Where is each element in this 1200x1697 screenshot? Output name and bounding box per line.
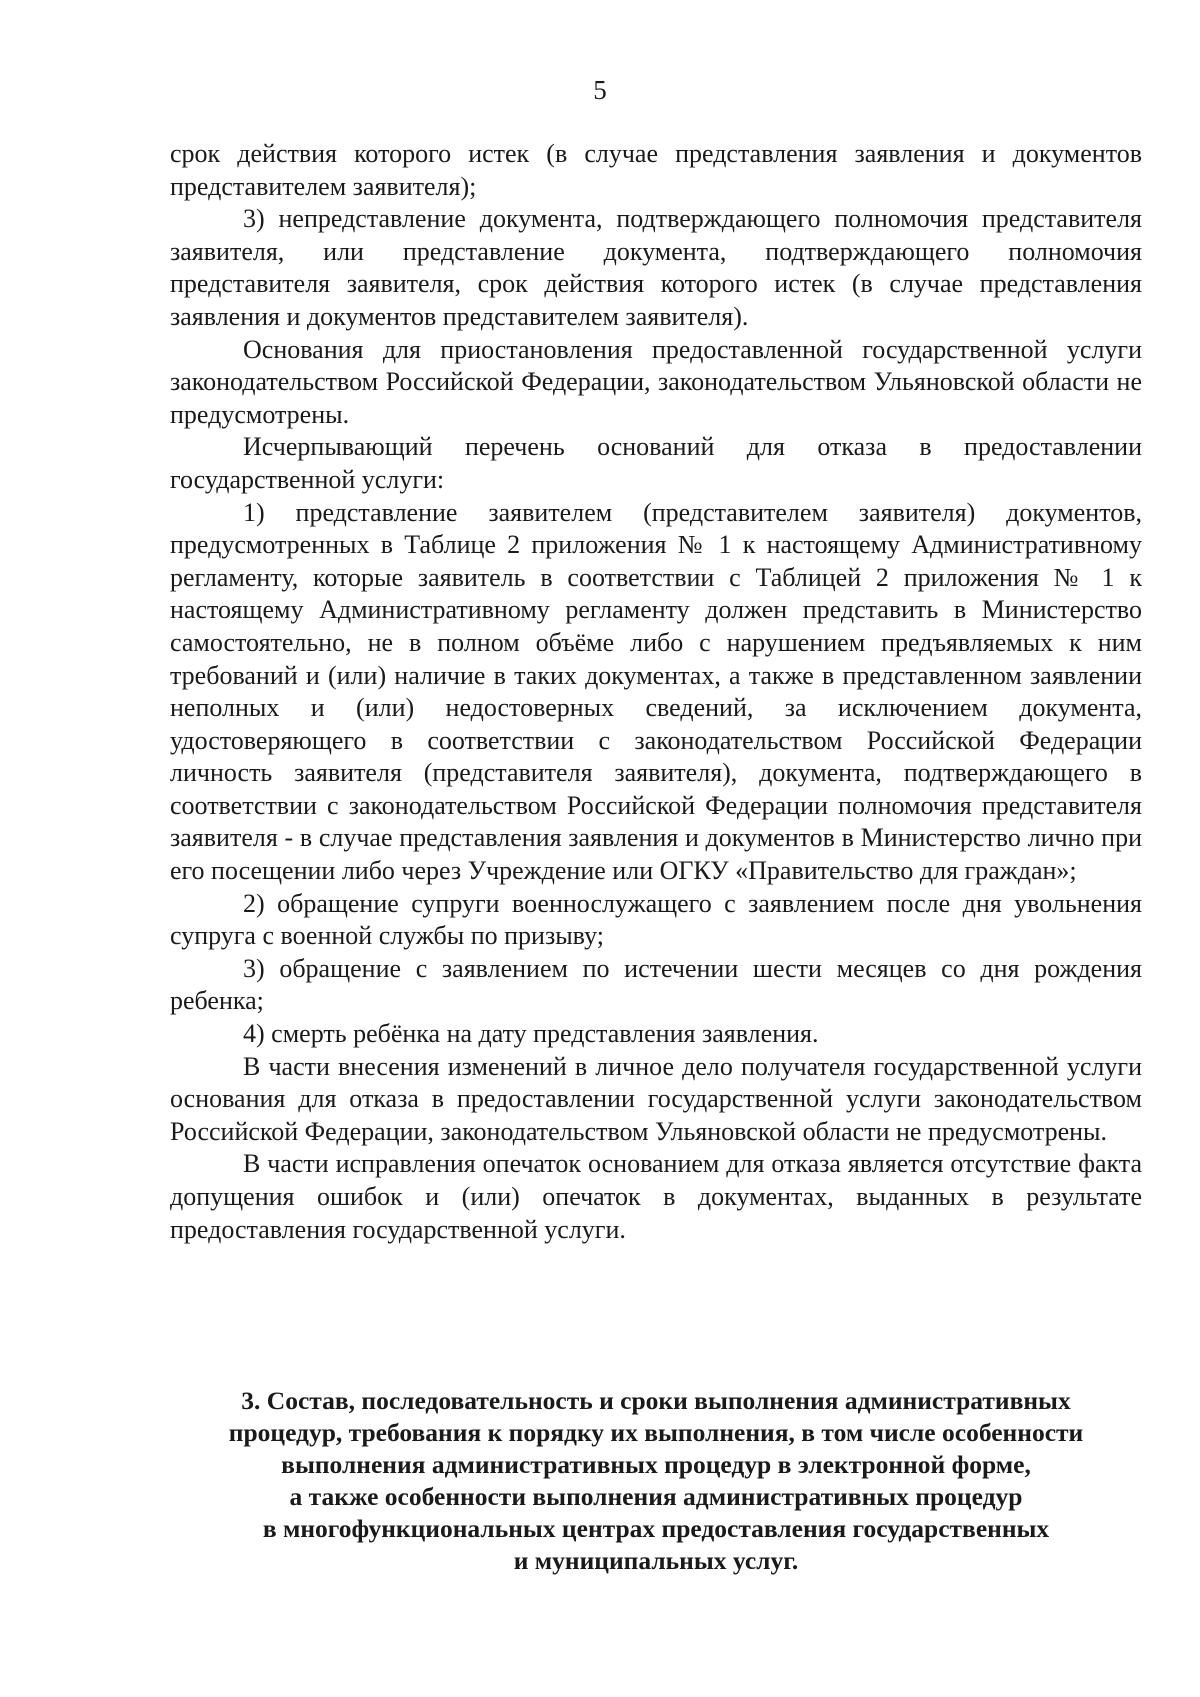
section-heading-line: процедур, требования к порядку их выполнения, в том числе особенности — [228, 1418, 1084, 1447]
list-item-3-representative: 3) непредставление документа, подтверждающего полномочия представителя заявителя, или представление документа, подтверждающего полномочия представителя заявителя, срок действия которого истек (в случае представления заявления и документов представителем заявителя). — [170, 204, 1142, 331]
list-item-1-documents: 1) представление заявителем (представителем заявителя) документов, предусмотренных в Таблице 2 приложения № 1 к настоящему Административному регламенту, которые заявитель в соответствии с Таблицей 2 приложения № 1 к настоящему Административному регламенту должен представить в Министерство самостоятельно, не в полном объёме либо с нарушением предъявляемых к ним требований и (или) наличие в таких документах, а также в представленном заявлении неполных и (или) недостоверных сведений, за исключением документа, удостоверяющего в соответствии с законодательством Российской Федерации личность заявителя (представителя заявителя), документа, подтверждающего в соответствии с законодательством Российской Федерации полномочия представителя заявителя - в случае представления заявления и документов в Министерство лично при его посещении либо через Учреждение или ОГКУ «Правительство для граждан»; — [170, 497, 1142, 886]
paragraph-suspension-grounds: Основания для приостановления предоставленной государственной услуги законодательством Российской Федерации, законодательством Ульяновской области не предусмотрены. — [170, 334, 1142, 429]
section-heading-line: 3. Состав, последовательность и сроки выполнения административных — [241, 1386, 1071, 1415]
page-number: 5 — [593, 75, 607, 105]
section-heading — [170, 1385, 1142, 1577]
section-heading-line: выполнения административных процедур в электронной форме, — [281, 1450, 1031, 1479]
section-heading-line: в многофункциональных центрах предоставления государственных — [262, 1514, 1050, 1543]
list-item-4-death: 4) смерть ребёнка на дату представления заявления. — [243, 1019, 819, 1049]
section-heading-line: и муниципальных услуг. — [513, 1546, 799, 1575]
section-heading-line: а также особенности выполнения административных процедур — [289, 1482, 1023, 1511]
list-item-3-deadline: 3) обращение с заявлением по истечении шести месяцев со дня рождения ребенка; — [170, 953, 1142, 1016]
list-item-2-spouse: 2) обращение супруги военнослужащего с заявлением после дня увольнения супруга с военной службы по призыву; — [170, 888, 1142, 951]
paragraph-personal-file-changes: В части внесения изменений в личное дело получателя государственной услуги основания для отказа в предоставлении государственной услуги законодательством Российской Федерации, законодательством Ульяновской области не предусмотрены. — [170, 1051, 1142, 1146]
body-text — [170, 138, 1142, 1246]
paragraph-typo-correction: В части исправления опечаток основанием для отказа является отсутствие факта допущения ошибок и (или) опечаток в документах, выданных в результате предоставления государственной услуги. — [170, 1149, 1142, 1244]
paragraph-continuation: срок действия которого истек (в случае представления заявления и документов представителем заявителя); — [170, 139, 1142, 201]
paragraph-refusal-grounds-intro: Исчерпывающий перечень оснований для отказа в предоставлении государственной услуги: — [170, 432, 1142, 494]
